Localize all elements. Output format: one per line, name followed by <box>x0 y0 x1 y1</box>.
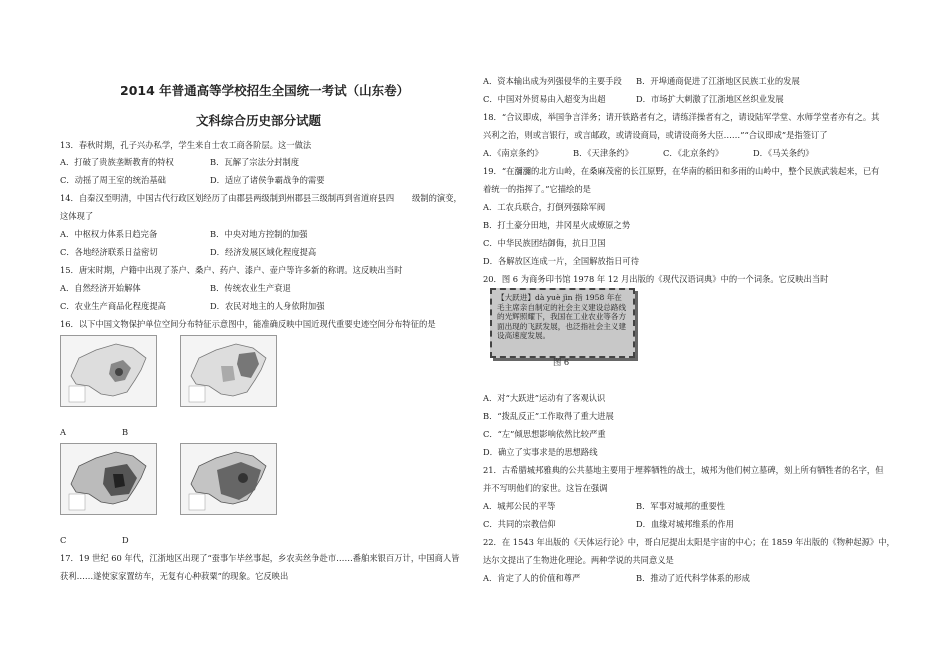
map-d-image <box>180 443 277 515</box>
q13-option-c: C．动摇了周王室的统治基础 <box>60 175 166 185</box>
q17-option-d: D．市场扩大刺激了江浙地区丝织业发展 <box>636 94 784 104</box>
q14-stem-line1: 14．自秦汉至明清，中国古代行政区划经历了由郡县两级制到州郡县三级制再到省道府县四 <box>60 193 395 203</box>
q19-option-c: C．中华民族团结御侮，抗日卫国 <box>483 238 606 248</box>
q15-option-d: D．农民对地主的人身依附加强 <box>210 301 325 311</box>
q20-option-a: A．对“大跃进”运动有了客观认识 <box>483 393 606 403</box>
q22-option-a: A．肯定了人的价值和尊严 <box>483 573 581 583</box>
q15-option-b: B．传统农业生产衰退 <box>210 283 291 293</box>
map-a-image <box>60 335 157 407</box>
q17-stem-line2: 获利……遂使家家置纺车，无复有心种菽粟”的现象。它反映出 <box>60 571 289 581</box>
q17-stem-line1: 17．19 世纪 60 年代，江浙地区出现了“蚕事乍毕丝事起，乡农卖丝争赴市……番舶来银百万计， <box>60 553 420 563</box>
q14-stem-line2: 这体现了 <box>60 211 94 221</box>
page-title: 2014 年普通高等学校招生全国统一考试（山东卷） <box>120 83 410 98</box>
q19-stem-line1: 19．“在瀰瀰的北方山岭，在桑麻茂密的长江原野，在华南的稻田和多雨的山岭中，整个民族武装起来，已有 <box>483 166 880 176</box>
q15-option-c: C．农业生产商品化程度提高 <box>60 301 166 311</box>
map-b-image <box>180 335 277 407</box>
q19-option-d: D．各解放区连成一片，全国解放指日可待 <box>483 256 639 266</box>
q15-option-a: A．自然经济开始解体 <box>60 283 141 293</box>
q13-stem: 13．春秋时期，孔子兴办私学，学生来自士农工商各阶层。这一做法 <box>60 140 312 150</box>
q17-option-c: C．中国对外贸易由入超变为出超 <box>483 94 606 104</box>
q13-option-b: B．瓦解了宗法分封制度 <box>210 157 300 167</box>
q21-option-c: C．共同的宗教信仰 <box>483 519 556 529</box>
dictionary-entry-box <box>490 288 635 358</box>
map-a-label: A <box>60 427 66 437</box>
page-subtitle: 文科综合历史部分试题 <box>196 113 322 128</box>
dictionary-entry-text: 【大跃进】dà yuè jìn 指 1958 年在毛主席亲自制定的社会主义建设总路线的光辉照耀下，我国在工业农业等各方面出现的飞跃发展，也泛指社会主义建设高速度发展。 <box>497 293 627 341</box>
map-c-image <box>60 443 157 515</box>
q17-option-a: A．资本输出成为列强侵华的主要手段 <box>483 76 622 86</box>
q21-option-a: A．城邦公民的平等 <box>483 501 556 511</box>
q21-stem-line2: 并不写明他们的家世。这旨在强调 <box>483 483 608 493</box>
q17-option-b: B．开埠通商促进了江浙地区民族工业的发展 <box>636 76 800 86</box>
map-c-label: C <box>60 535 67 545</box>
q17-stem-line1b: 中国商人皆 <box>418 553 460 563</box>
q21-option-b: B．军事对城邦的重要性 <box>636 501 726 511</box>
q18-stem-line2: 兴利之治，则或言银行，或言邮政，或请设商局，或请设商务大臣……”“合议即成”是指签订了 <box>483 130 828 140</box>
q13-option-d: D．适应了诸侯争霸战争的需要 <box>210 175 325 185</box>
q20-option-d: D．确立了实事求是的思想路线 <box>483 447 598 457</box>
q21-stem-line1: 21．古希腊城邦雅典的公共墓地主要用于埋葬牺牲的战士，城邦为他们树立墓碑，刻上所有牺牲者的名字，但 <box>483 465 884 475</box>
q22-option-b: B．推动了近代科学体系的形成 <box>636 573 750 583</box>
q14-option-a: A．中枢权力体系日趋完备 <box>60 229 158 239</box>
q20-stem: 20．图 6 为商务印书馆 1978 年 12 月出版的《现代汉语词典》中的一个词条。它反映出当时 <box>483 274 829 284</box>
q22-stem-line2: 达尔文提出了生物进化理论。两种学说的共同意义是 <box>483 555 674 565</box>
q19-option-b: B．打土豪分田地，井冈星火成燎原之势 <box>483 220 631 230</box>
q21-option-d: D．血缘对城邦维系的作用 <box>636 519 734 529</box>
q13-option-a: A．打破了贵族垄断教育的特权 <box>60 157 174 167</box>
q16-stem: 16．以下中国文物保护单位空间分布特征示意图中，能准确反映中国近现代重要史迹空间分布特征的是 <box>60 319 436 329</box>
q18-option-c: C．《北京条约》 <box>663 148 724 158</box>
q22-stem-line1: 22．在 1543 年出版的《天体运行论》中，哥白尼提出太阳是宇宙的中心；在 1859 年出版的《物种起源》中， <box>483 537 895 547</box>
q18-option-b: B．《天津条约》 <box>573 148 634 158</box>
q19-option-a: A．工农兵联合，打倒列强除军阀 <box>483 202 606 212</box>
q14-stem-line1b: 级制的演变， <box>412 193 462 203</box>
q15-stem: 15．唐宋时期，户籍中出现了茶户、桑户、药户、漆户、壶户等许多新的称谓。这反映出当时 <box>60 265 403 275</box>
q14-option-c: C．各地经济联系日益密切 <box>60 247 158 257</box>
q18-option-d: D．《马关条约》 <box>753 148 814 158</box>
map-b-label: B <box>122 427 129 437</box>
figure-6-caption: 图 6 <box>553 357 570 367</box>
q20-option-c: C．“左”倾思想影响依然比较严重 <box>483 429 606 439</box>
q18-stem-line1: 18．“合议即成，举国争言洋务；请开铁路者有之，请练洋操者有之，请设陆军学堂、水师学堂者亦有之。其 <box>483 112 880 122</box>
q20-option-b: B．“拨乱反正”工作取得了重大进展 <box>483 411 614 421</box>
map-d-label: D <box>122 535 129 545</box>
q18-option-a: A．《南京条约》 <box>483 148 543 158</box>
q14-option-d: D．经济发展区域化程度提高 <box>210 247 317 257</box>
q19-stem-line2: 着统一的指挥了。”它描绘的是 <box>483 184 591 194</box>
q14-option-b: B．中央对地方控制的加强 <box>210 229 308 239</box>
